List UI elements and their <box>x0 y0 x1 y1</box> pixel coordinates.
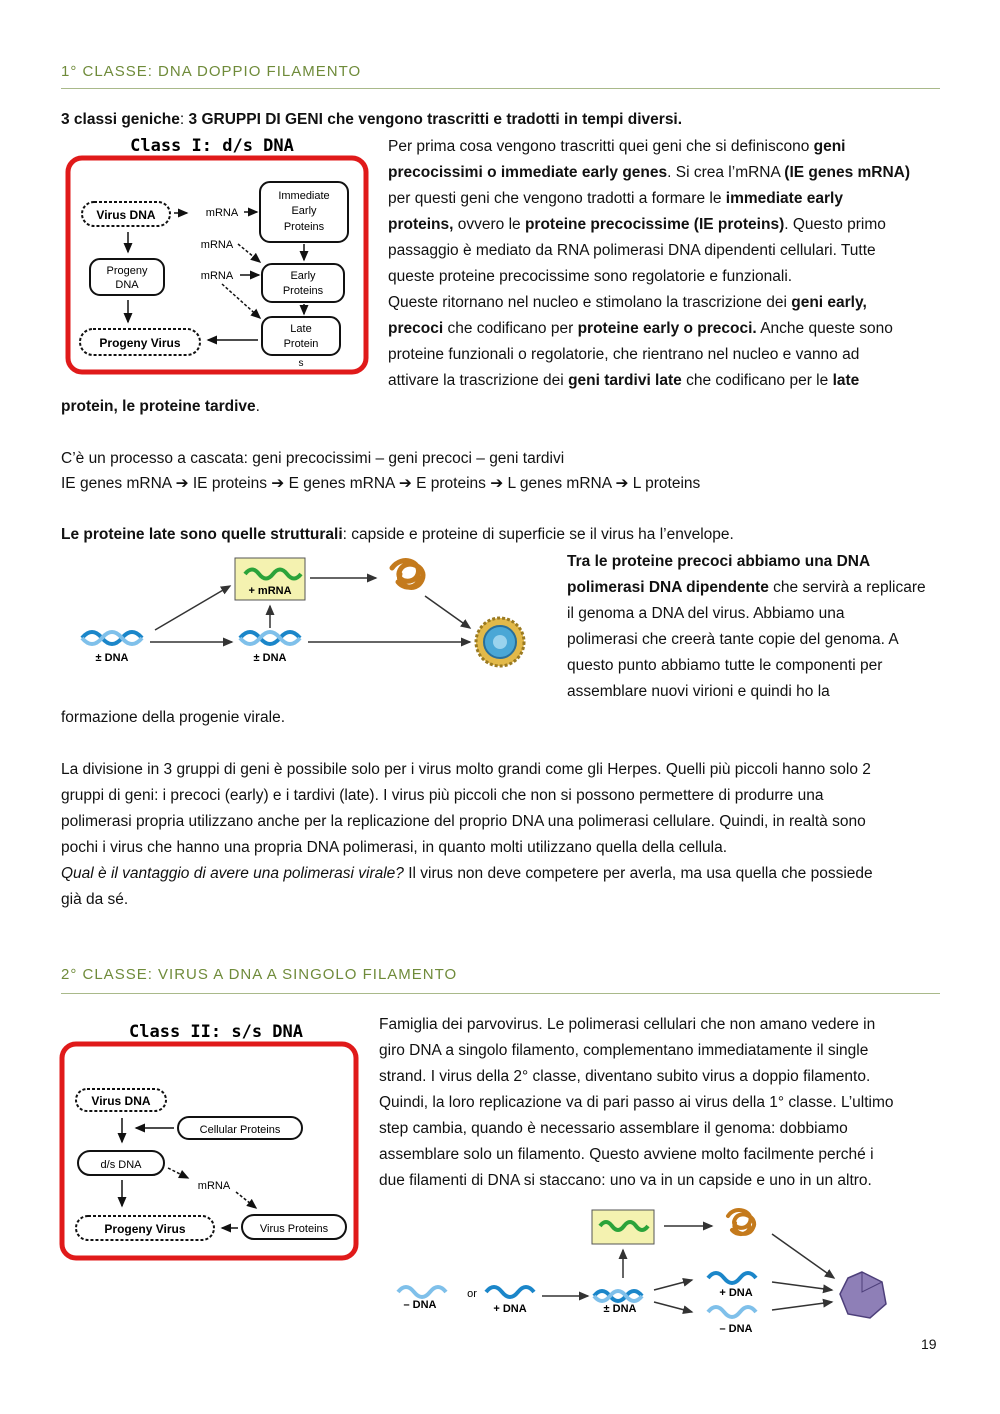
enveloped-virion-icon <box>476 618 524 666</box>
minus-strand-label: – DNA <box>719 1323 753 1335</box>
or-label: or <box>467 1288 477 1300</box>
section-title-class-2: 2° CLASSE: VIRUS A DNA A SINGOLO FILAMENTO <box>61 966 458 983</box>
plus-strand-label: + DNA <box>719 1287 753 1299</box>
mrna-label-3: mRNA <box>200 270 234 282</box>
ds-dna-label: ± DNA <box>603 1303 637 1315</box>
mrna-label-1: mRNA <box>205 207 239 219</box>
paragraph-1-tail: protein, le proteine tardive. <box>61 398 260 415</box>
class-1-diagram <box>62 134 374 378</box>
svg-text:Protein: Protein <box>283 338 319 350</box>
intro-bold-1: 3 classi geniche <box>61 111 180 128</box>
dna-replication-figure <box>80 550 530 690</box>
class-1-diagram-title: Class I: d/s DNA <box>130 136 294 156</box>
ds-dna-left-label: ± DNA <box>95 652 129 664</box>
svg-text:Early: Early <box>291 205 317 217</box>
svg-text:Proteins: Proteins <box>283 221 325 233</box>
section-2-paragraph: Famiglia dei parvovirus. Le polimerasi cellulari che non amano vedere in giro DNA a singolo filamento, complementano immediatamente il single strand. I virus della 2° classe, diventano subito virus a doppio filamento. Quindi, la loro replicazione va di pari passo ai virus della 1° classe. L’ultimo step cambia, quando è necessario assemblare il genoma: dobbiamo assemblare solo un filamento. Questo avviene molto facilmente perché i due filamenti di DNA si staccano: uno va in un capside e uno in un altro. <box>379 1016 894 1189</box>
cascade-line-1: C’è un processo a cascata: geni precocissimi – geni precoci – geni tardivi <box>61 450 565 467</box>
mrna-label: mRNA <box>197 1180 231 1192</box>
svg-text:Late: Late <box>290 323 312 335</box>
svg-text:Progeny Virus: Progeny Virus <box>104 1222 186 1236</box>
ds-dna-middle-label: ± DNA <box>253 652 287 664</box>
capsid-icon <box>840 1272 886 1318</box>
svg-text:Progeny: Progeny <box>106 265 148 277</box>
plus-strand-icon <box>708 1273 756 1283</box>
intro-bold-2: 3 GRUPPI DI GENI che vengono trascritti e tradotti in tempi diversi. <box>188 111 683 128</box>
svg-text:s: s <box>298 358 304 369</box>
class-2-diagram <box>58 1018 360 1264</box>
paragraph-3: La divisione in 3 gruppi di geni è possibile solo per i virus molto grandi come gli Herpes. Quelli più piccoli hanno solo 2 gruppi di geni: i precoci (early) e i tardivi (late). I virus più piccoli che non si possono permettere di produrre una polimerasi propria utilizzano anche per la replicazione del proprio DNA una polimerasi cellulare. Quindi, in realtà sono pochi i virus che hanno una propria DNA polimerasi, in quanto molti utilizzano quella della cellula. Qual è il vantaggio di avere una polimerasi virale? Il virus non deve competere per averla, ma usa quella che possiede già da sé. <box>61 761 873 908</box>
plus-dna-label: + DNA <box>493 1303 527 1315</box>
intro-line: 3 classi geniche: 3 GRUPPI DI GENI che vengono trascritti e tradotti in tempi diversi. <box>61 111 683 128</box>
svg-text:Immediate: Immediate <box>278 190 330 202</box>
cascade-line-2: IE genes mRNA ➔ IE proteins ➔ E genes mRNA ➔ E proteins ➔ L genes mRNA ➔ L proteins <box>61 475 701 492</box>
page-number: 19 <box>921 1336 937 1352</box>
svg-text:d/s DNA: d/s DNA <box>100 1159 142 1171</box>
svg-text:Cellular Proteins: Cellular Proteins <box>199 1124 281 1136</box>
class-2-diagram-title: Class II: s/s DNA <box>129 1022 303 1042</box>
ds-dna-icon <box>594 1291 642 1301</box>
minus-dna-label: – DNA <box>403 1299 437 1311</box>
svg-text:Virus Proteins: Virus Proteins <box>259 1223 329 1235</box>
section-divider-2 <box>61 993 940 994</box>
minus-strand-icon <box>708 1307 756 1317</box>
section-divider <box>61 88 940 89</box>
minus-dna-icon <box>398 1287 446 1297</box>
paragraph-2: Tra le proteine precoci abbiamo una DNA polimerasi DNA dipendente che servirà a replicare il genoma a DNA del virus. Abbiamo una polimerasi che creerà tante copie del genoma. A questo punto abbiamo tutte le componenti per assemblare nuovi virioni e quindi ho la <box>567 553 926 700</box>
ssdna-replication-figure <box>392 1204 902 1338</box>
mrna-label-2: mRNA <box>200 239 234 251</box>
protein-icon <box>392 561 423 588</box>
paragraph-2-tail: formazione della progenie virale. <box>61 709 286 726</box>
paragraph-1: Per prima cosa vengono trascritti quei geni che si definiscono geni precocissimi o immediate early genes. Si crea l’mRNA (IE genes mRNA) per questi geni che vengono tradotti a formare le immediate early proteins, ovvero le proteine precocissime (IE proteins). Questo primo passaggio è mediato da RNA polimerasi DNA dipendenti cellulari. Tutte queste proteine precocissime sono regolatorie e funzionali. Queste ritornano nel nucleo e stimolano la trascrizione dei geni early, precoci che codificano per proteine early o precoci. Anche queste sono proteine funzionali o regolatorie, che rientrano nel nucleo e vanno ad attivare la trascrizione dei geni tardivi late che codificano per le late <box>388 138 911 389</box>
mrna-box-label: + mRNA <box>248 585 292 597</box>
late-proteins-line: Le proteine late sono quelle strutturali: capside e proteine di superficie se il virus ha l’envelope. <box>61 526 734 543</box>
svg-text:DNA: DNA <box>115 279 139 291</box>
svg-text:Progeny Virus: Progeny Virus <box>99 336 181 350</box>
section-title-class-1: 1° CLASSE: DNA DOPPIO FILAMENTO <box>61 63 362 80</box>
svg-text:Proteins: Proteins <box>282 285 324 297</box>
protein-icon <box>728 1210 754 1234</box>
svg-text:Virus DNA: Virus DNA <box>91 1094 151 1108</box>
ds-dna-left-icon <box>82 632 142 644</box>
virus-dna-label: Virus DNA <box>96 208 156 222</box>
plus-dna-icon <box>486 1287 534 1297</box>
ds-dna-middle-icon <box>240 632 300 644</box>
svg-text:Early: Early <box>290 270 316 282</box>
